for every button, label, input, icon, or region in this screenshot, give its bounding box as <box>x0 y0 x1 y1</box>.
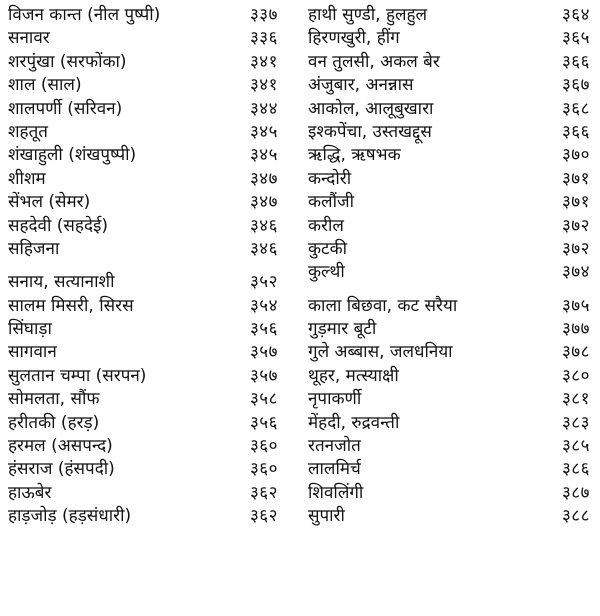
index-entry <box>0 168 290 191</box>
entry-name: सागवान <box>8 342 57 363</box>
entry-name: सुपारी <box>308 506 345 527</box>
entry-page-number: ३४५ <box>249 145 278 166</box>
entry-page-number: ३५७ <box>249 342 278 363</box>
entry-name: सिंघाड़ा <box>8 319 52 340</box>
entry-name: थूहर, मत्स्याक्षी <box>308 365 399 386</box>
entry-page-number: ३६२ <box>249 482 278 503</box>
index-entry <box>300 51 600 74</box>
entry-name: मेंहदी, रुद्रवन्ती <box>308 412 400 433</box>
entry-name: हाथी सुण्डी, हुलहुल <box>308 5 428 25</box>
entry-name: हाऊबेर <box>8 482 52 503</box>
index-entry <box>0 318 290 341</box>
entry-page-number: ३७५ <box>561 295 590 316</box>
index-entry <box>300 144 600 167</box>
entry-name: शरपुंखा (सरफोंका) <box>8 51 127 72</box>
entry-page-number: ३५८ <box>249 389 278 410</box>
entry-page-number: ३४६ <box>249 215 278 236</box>
entry-page-number: ३६८ <box>561 98 590 119</box>
index-entry <box>0 458 290 481</box>
index-entry <box>300 388 600 411</box>
entry-name: हिरणखुरी, हींग <box>308 28 400 49</box>
entry-name: विजन कान्त (नील पुष्पी) <box>8 5 161 25</box>
entry-name: शहतूत <box>8 121 48 142</box>
index-entry <box>0 271 290 294</box>
entry-name: गुड़मार बूटी <box>308 319 377 340</box>
entry-page-number: ३६० <box>249 436 278 457</box>
entry-page-number: ३६५ <box>561 28 590 49</box>
index-entry <box>0 388 290 411</box>
entry-page-number: ३३६ <box>249 28 278 49</box>
index-entry <box>0 191 290 214</box>
entry-page-number: ३८५ <box>561 436 590 457</box>
index-entry <box>0 215 290 238</box>
entry-name: लालमिर्च <box>308 459 361 480</box>
entry-name: सहदेवी (सहदेई) <box>8 215 108 236</box>
entry-page-number: ३६६ <box>561 51 590 72</box>
entry-page-number: ३५६ <box>249 412 278 433</box>
entry-page-number: ३७७ <box>561 319 590 340</box>
index-entry <box>0 4 290 27</box>
entry-name: हरीतकी (हरड़) <box>8 412 100 433</box>
entry-name: सोमलता, सौंफ <box>8 389 100 410</box>
index-entry <box>0 341 290 364</box>
entry-page-number: ३७४ <box>561 262 590 283</box>
entry-name: नृपाकर्णी <box>308 389 362 410</box>
right-index-column <box>300 0 600 616</box>
index-entry <box>300 121 600 144</box>
entry-name: गुले अब्बास, जलधनिया <box>308 342 453 363</box>
entry-page-number: ३५७ <box>249 365 278 386</box>
entry-name: सालम मिसरी, सिरस <box>8 295 134 316</box>
index-entry <box>0 51 290 74</box>
index-entry <box>0 295 290 318</box>
entry-page-number: ३८३ <box>561 412 590 433</box>
index-entry <box>0 98 290 121</box>
index-entry <box>300 191 600 214</box>
entry-page-number: ३८८ <box>561 506 590 527</box>
entry-name: शीशम <box>8 168 46 189</box>
entry-name: कलौंजी <box>308 192 355 213</box>
entry-page-number: ३४५ <box>249 121 278 142</box>
index-entry <box>0 144 290 167</box>
entry-page-number: ३७२ <box>561 215 590 236</box>
entry-name: हरमल (असपन्द) <box>8 436 113 457</box>
index-entry <box>300 215 600 238</box>
index-entry <box>0 505 290 528</box>
entry-name: कुल्थी <box>308 262 345 283</box>
entry-name: करील <box>308 215 344 236</box>
entry-name: सुलतान चम्पा (सरपन) <box>8 365 147 386</box>
index-entry <box>300 341 600 364</box>
entry-page-number: ३७१ <box>561 192 590 213</box>
index-entry <box>0 74 290 97</box>
entry-name: कन्दोरी <box>308 168 352 189</box>
index-entry <box>300 27 600 50</box>
entry-page-number: ३६० <box>249 459 278 480</box>
index-entry <box>300 295 600 318</box>
entry-page-number: ३७० <box>561 145 590 166</box>
index-entry <box>0 412 290 435</box>
entry-page-number: ३४७ <box>249 192 278 213</box>
entry-name: शाल (साल) <box>8 75 82 96</box>
index-entry <box>300 74 600 97</box>
entry-page-number: ३६२ <box>249 506 278 527</box>
entry-page-number: ३६६ <box>561 121 590 142</box>
entry-page-number: ३५६ <box>249 319 278 340</box>
index-entry <box>0 435 290 458</box>
index-entry <box>0 365 290 388</box>
entry-name: शालपर्णी (सरिवन) <box>8 98 123 119</box>
entry-name: सनाय, सत्यानाशी <box>8 272 115 293</box>
entry-page-number: ३७१ <box>561 168 590 189</box>
entry-name: अंजुबार, अनन्नास <box>308 75 414 96</box>
entry-name: हंसराज (हंसपदी) <box>8 459 115 480</box>
entry-name: कुटकी <box>308 238 348 259</box>
entry-page-number: ३४६ <box>249 238 278 259</box>
entry-name: ऋद्धि, ऋषभक <box>308 145 401 166</box>
entry-page-number: ३४१ <box>249 51 278 72</box>
index-entry <box>300 4 600 27</box>
entry-page-number: ३५४ <box>249 295 278 316</box>
entry-page-number: ३४४ <box>249 98 278 119</box>
index-entry <box>0 27 290 50</box>
entry-name: सनावर <box>8 28 50 49</box>
entry-page-number: ३८० <box>561 365 590 386</box>
entry-page-number: ३७८ <box>561 342 590 363</box>
index-entry <box>300 412 600 435</box>
index-entry <box>300 365 600 388</box>
entry-page-number: ३७२ <box>561 238 590 259</box>
entry-name: रतनजोत <box>308 436 361 457</box>
entry-name: वन तुलसी, अकल बेर <box>308 51 440 72</box>
index-entry <box>0 482 290 505</box>
entry-name: इश्कपेंचा, उस्तखद्दूस <box>308 121 432 142</box>
entry-name: काला बिछवा, कट सरैया <box>308 295 458 316</box>
entry-page-number: ३६७ <box>561 75 590 96</box>
index-entry <box>300 261 600 284</box>
index-entry <box>300 318 600 341</box>
entry-name: सहिजना <box>8 238 60 259</box>
entry-name: सेंभल (सेमर) <box>8 192 91 213</box>
index-entry <box>0 238 290 261</box>
entry-page-number: ३८६ <box>561 459 590 480</box>
entry-page-number: ३८१ <box>561 389 590 410</box>
entry-page-number: ३४१ <box>249 75 278 96</box>
index-entry <box>0 121 290 144</box>
index-entry <box>300 458 600 481</box>
entry-page-number: ३४७ <box>249 168 278 189</box>
entry-page-number: ३५२ <box>249 272 278 293</box>
index-entry <box>300 482 600 505</box>
index-entry <box>300 505 600 528</box>
entry-page-number: ३८७ <box>561 482 590 503</box>
entry-name: शिवलिंगी <box>308 482 364 503</box>
left-index-column <box>0 0 290 616</box>
entry-name: शंखाहुली (शंखपुष्पी) <box>8 145 137 166</box>
index-entry <box>300 98 600 121</box>
index-entry <box>300 168 600 191</box>
entry-name: आकोल, आलूबुखारा <box>308 98 434 119</box>
entry-page-number: ३३७ <box>249 5 278 25</box>
entry-page-number: ३६४ <box>561 5 590 25</box>
index-entry <box>300 435 600 458</box>
index-entry <box>300 238 600 261</box>
entry-name: हाड़जोड़ (हड़संधारी) <box>8 506 132 527</box>
